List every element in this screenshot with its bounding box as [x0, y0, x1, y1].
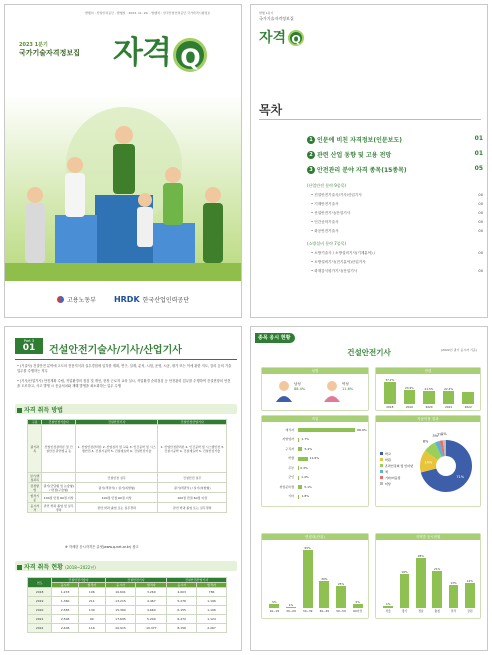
table-cell: 필기(객관식) / 실기(복합형) [75, 483, 158, 493]
bar [443, 391, 455, 404]
table-cell: 17,695 [105, 615, 136, 624]
bar [462, 392, 474, 404]
donut-box [375, 415, 481, 507]
bar-category-label: 40~49 [319, 609, 330, 613]
donut-value-label: 71% [456, 475, 465, 480]
toc-item-label: • 인간공학기술사 [311, 220, 339, 224]
donut-header: 자동이용 결과 [376, 416, 480, 422]
table-cell: 116 [78, 624, 105, 633]
table-cell: 1. 산업안전관리론 2. 산업심리 및 교육 3. 인간공학 및 시스템안전 4. 건설시공학 5. 건설재료학 6. 건설안전기술 [75, 425, 158, 473]
bar-value-label: 28% [417, 554, 424, 559]
toc-item-label: • 산업안전기사/산업기사 [311, 211, 351, 215]
workers-illustration [5, 95, 242, 283]
exam-method-table [27, 419, 227, 513]
bar-value-label: 19% [401, 570, 408, 575]
toc-group-title: (소방설비 분야 7종목) [307, 241, 347, 246]
hbar [298, 457, 308, 461]
bar-category-label: 서울 [385, 609, 391, 613]
legend-swatch [380, 482, 383, 485]
square-bullet-icon [17, 565, 22, 570]
table-cell: 10,377 [136, 624, 167, 633]
toc-main-page: 01 [474, 150, 483, 157]
table-row [28, 473, 227, 483]
trend-header: 연령 [376, 368, 480, 374]
hbar [298, 485, 302, 489]
table-cell: 2021 [28, 615, 52, 624]
toc-logo: 자격 Q [259, 27, 304, 47]
table-cell: 2022 [28, 624, 52, 633]
toc-item-label: • 소방설비기사(전기분야)산업기사 [311, 260, 366, 264]
table-cell: 8,156 [167, 624, 197, 633]
table-cell: 합격기준 [28, 493, 42, 503]
part-badge: Part 3 01 [15, 338, 43, 354]
table-cell: 건설안전 실무 [158, 473, 227, 483]
trend-box [375, 367, 481, 411]
table-cell: 1,196 [197, 597, 227, 606]
legend-swatch [380, 464, 383, 467]
legend-label: 기타/미응답 [385, 476, 401, 480]
section-title-2: 자격 취득 현황 (2018~2022년) [17, 562, 96, 571]
bar [423, 391, 435, 404]
legend-label: 미상 [385, 482, 391, 486]
toc-main-label [307, 150, 391, 159]
bar [286, 607, 296, 608]
toc-item [311, 229, 483, 234]
table-row [28, 615, 227, 624]
table-cell: 1,233 [52, 588, 79, 597]
bar-value-label: 14% [466, 579, 473, 584]
toc-item-page: 00 [478, 220, 483, 224]
hbar-label: 학생 [288, 456, 294, 460]
bar-value-label: 13% [450, 580, 457, 585]
legend-swatch [380, 476, 383, 479]
stats-page[interactable] [250, 326, 488, 651]
hbar-value: 5.1% [304, 484, 312, 489]
donut-value-label: 14% [424, 460, 433, 465]
toc-item-page: 00 [478, 229, 483, 233]
table-row [28, 597, 227, 606]
bar [384, 382, 396, 404]
table-row [28, 606, 227, 615]
table-subheader-cell: 합격자 [197, 583, 227, 588]
bar-value-label: 65% [304, 546, 311, 551]
q-logo-icon: Q [173, 38, 207, 72]
bar-value-label: 22.4% [444, 386, 454, 391]
table-cell: 2,406 [52, 624, 79, 633]
taegeuk-icon [57, 296, 64, 303]
section-title-1: 자격 취득 방법 [17, 405, 63, 414]
bar-category-label: 2021 [445, 405, 453, 409]
gender-header: 성별 [262, 368, 368, 374]
toc-main-page: 01 [474, 135, 483, 142]
table-cell: 2018 [28, 588, 52, 597]
bar-category-label: 10~19 [269, 609, 280, 613]
table-cell: 2019 [28, 597, 52, 606]
bar-category-label: 2022 [464, 405, 472, 409]
number-circle-icon: 2 [307, 151, 315, 159]
table-cell: 100점 만점 60점 이상 [42, 493, 75, 503]
table-cell: 1,106 [197, 606, 227, 615]
toc-main-label [307, 165, 407, 174]
bar [353, 604, 363, 608]
bar-category-label: 2018 [386, 405, 394, 409]
bar [319, 581, 329, 608]
table-header-cell: 구분 [28, 420, 42, 425]
bar-category-label: 30~39 [302, 609, 313, 613]
legend-label: 책 [385, 470, 388, 474]
cover-year: 2023 1분기 [19, 42, 48, 48]
table-cell: 139 [78, 606, 105, 615]
table-subheader-cell: 응시자 [167, 583, 197, 588]
table-cell: 4,467 [136, 597, 167, 606]
table-header-cell: 건설안전기사 [75, 420, 158, 425]
bar-value-label: 1% [385, 602, 391, 607]
toc-main-text: 인문에 비친 자격정보(인문보도) [317, 137, 403, 144]
toc-item [311, 211, 483, 216]
table1-note: ※ 자세한 응시자격은 큐넷(www.q-net.or.kr) 참고 [65, 545, 139, 549]
donut-chart [376, 422, 480, 506]
bar [336, 586, 346, 608]
detail-divider [15, 359, 237, 360]
toc-item [311, 220, 483, 225]
field-header: 직업 [262, 416, 368, 422]
table-cell: 2,267 [197, 624, 227, 633]
bar [383, 606, 393, 608]
table-cell: 15,360 [105, 606, 136, 615]
q-logo-icon: Q [288, 30, 304, 46]
table-cell: 3,260 [136, 588, 167, 597]
table-cell: 산업안전관리론 및 건설안전 관련법규 등 [42, 425, 75, 473]
hbar [298, 438, 299, 442]
bar-value-label: 5% [272, 599, 277, 604]
table-cell: 건설안전 실무 [75, 473, 158, 483]
cover-logo: 자격 Q [113, 27, 207, 72]
toc-divider [259, 119, 481, 120]
bar [465, 583, 475, 608]
legend-swatch [380, 458, 383, 461]
table-cell: 2020 [28, 606, 52, 615]
bar [400, 574, 410, 608]
table-cell: 100점 만점 60점 이상 [158, 493, 227, 503]
table-cell: 응시자격 [28, 503, 42, 513]
bar-category-label: 전라 [450, 609, 457, 613]
table-cell: 5,209 [136, 615, 167, 624]
donut-value-label: 3% [432, 433, 438, 438]
cover-footer [5, 281, 241, 317]
table-row [28, 483, 227, 493]
bar-category-label: 20~29 [286, 609, 296, 613]
bar-value-label: 5% [355, 599, 360, 604]
bar [449, 585, 459, 608]
hbar-label: 구직자 [285, 446, 294, 451]
cover-subtitle: 국가기술자격정보집 [19, 49, 80, 57]
hbar-value: 1.7% [301, 437, 310, 441]
table-header-cell: 연도 [28, 578, 52, 588]
bar-category-label: 경기 [401, 609, 408, 613]
toc-item [311, 202, 483, 207]
toc-item-label: • 건설안전기술사/기사/산업기사 [311, 193, 362, 197]
table-cell: 99 [78, 615, 105, 624]
bar-category-label: 강원 [467, 609, 473, 613]
toc-item-page: 00 [478, 211, 483, 215]
toc-header-sub: 국가기술자격정보집 [259, 16, 294, 21]
toc-item-label: • 기계안전기술사 [311, 202, 339, 206]
legend-swatch [380, 452, 383, 455]
table-cell: 4,660 [136, 606, 167, 615]
hbar-label: 재직자 [285, 427, 294, 432]
hbar [298, 495, 299, 499]
hbar-label: 자영업자 [282, 437, 294, 441]
toc-main-label [307, 135, 402, 144]
field-box [261, 415, 369, 507]
table-cell: 필기(객관식) / 실기(복합형) [158, 483, 227, 493]
donut-value-label: 2% [441, 432, 447, 437]
toc-item-label: • 화재감식평가기사/산업기사 [311, 269, 358, 273]
bar-value-label: 30% [321, 577, 328, 582]
hbar-value: 1.8% [301, 494, 310, 498]
table-cell: 5,276 [167, 597, 197, 606]
age-header: 연령대(단위) [262, 534, 368, 540]
bar [303, 550, 313, 608]
cover-header: 발행처 : 산업인력공단 · 발행일 : 2023. 11. 20. · 발행처 : 한국산업인력공단 국가자격시험정보 [85, 11, 211, 15]
agency-logo: HRDK 한국산업인력공단 [113, 294, 190, 304]
toc-main-text: 안전관리 분야 자격 종목(15종목) [317, 167, 407, 174]
table-cell: 실기/면접과목 [28, 473, 42, 483]
toc-item [311, 260, 483, 265]
table-cell: 10,601 [105, 588, 136, 597]
bar [432, 571, 442, 608]
square-bullet-icon [17, 408, 22, 413]
table-row [28, 425, 227, 473]
gender-icons [262, 374, 368, 410]
legend-swatch [380, 470, 383, 473]
table-cell: 6,472 [167, 615, 197, 624]
number-circle-icon: 1 [307, 136, 315, 144]
table-cell: 100점 만점 60점 이상 [75, 493, 158, 503]
bar-category-label: 충청 [434, 609, 440, 613]
hbar [298, 428, 355, 432]
male-label: 남성 88.4% [294, 382, 306, 391]
table-cell: 211 [78, 597, 105, 606]
number-circle-icon: 3 [307, 166, 315, 174]
toc-item [311, 251, 483, 256]
detail-page[interactable] [4, 326, 242, 651]
table-cell: 2,506 [52, 615, 79, 624]
table-header-cell: 건설안전산업기사 [158, 420, 227, 425]
table-header-cell: 건설안전산업기사 [167, 578, 227, 583]
bar-value-label: 21.5% [424, 387, 434, 392]
detail-para-2: • (기사/산업기사) 안전계획 수립, 작업환경의 점검 및 개선, 현장 근로자 교육 실시, 작업환경 순회점검 등 안전관리 업무를 수행하여 건설현장의 안전을 도모하고, 사고 발생 시 응급처치와 재해 발생을 최소화하는 업무 수행 [17, 379, 231, 388]
donut-value-label: 8% [422, 439, 429, 444]
toc-main-text: 관련 산업 동향 및 고용 전망 [317, 152, 392, 159]
table-row [28, 588, 227, 597]
table-cell: 1. 산업안전관리론 2. 인간공학 및 시스템안전 3. 건설시공학 4. 건설재료학 5. 건설안전기술 [158, 425, 227, 473]
toc-item-page: 00 [478, 251, 483, 255]
bar-category-label: 2019 [405, 405, 413, 409]
bar-value-label: 23.9% [404, 385, 414, 390]
detail-para-1: • (기술사) 건설안전 분야에 고도의 전문지식과 실무경험에 입각한 계획, 연구, 설계, 분석, 시험, 운영, 시공, 평가 또는 이에 관한 지도, 감리 등의 기술 업무를 수행하는 직무 [17, 364, 232, 373]
bar [404, 390, 416, 404]
detail-title: 건설안전기술사/기사/산업기사 [49, 345, 182, 356]
table-row [28, 493, 227, 503]
acquisition-table [27, 577, 227, 633]
region-header: 지역별 응시현황 [376, 534, 480, 540]
table-cell: 1,124 [197, 615, 227, 624]
table-cell: 786 [197, 588, 227, 597]
hbar [298, 447, 302, 451]
table-cell: 필기(단답형 및 논술형) / 면접(구술형) [43, 483, 74, 492]
toc-group-title: (산업안전 분야 9종목) [307, 183, 347, 188]
table-header-cell: 건설안전기술사 [52, 578, 105, 583]
bar-category-label: 경남 [418, 609, 424, 613]
bar-value-label: 25% [337, 581, 345, 586]
toc-title: 목차 [259, 103, 283, 117]
donut-value-label: 2% [437, 432, 443, 437]
legend-label: 학원 [385, 458, 391, 462]
table-cell: 검정방법 [28, 483, 42, 493]
table-subheader-cell: 응시자 [105, 583, 136, 588]
hbar-label: 군인 [288, 475, 294, 479]
toc-item-page: 00 [478, 269, 483, 273]
bar-value-label: 1% [288, 603, 294, 608]
bar-category-label: 60이상 [353, 609, 363, 613]
cover-illustration [5, 95, 241, 283]
hbar-label: 취업준비생 [279, 484, 294, 489]
toc-main-item [307, 150, 483, 159]
cover-page[interactable] [4, 4, 242, 318]
hbar-value: 68.9% [357, 427, 367, 432]
table-row [28, 503, 227, 513]
toc-item-page: 00 [478, 193, 483, 197]
table-subheader-cell: 합격자 [136, 583, 167, 588]
table-header-cell: 건설안전기사 [105, 578, 167, 583]
toc-item [311, 269, 483, 274]
hbar-value: 1.4% [301, 475, 309, 479]
toc-item-label: • 화공안전기술사 [311, 229, 339, 233]
table-cell: 6,155 [167, 606, 197, 615]
table-cell: 관련 학과 졸업 또는 실무경력 [75, 503, 158, 513]
bar-category-label: 2020 [425, 405, 433, 409]
hbar-value: 0.3% [300, 465, 308, 470]
stats-title: 건설안전기사 [347, 348, 391, 357]
stats-tag: 종목 응시 현황 [255, 333, 295, 343]
table-cell: 106 [78, 588, 105, 597]
age-box [261, 533, 369, 619]
legend-label: 온라인강의 및 인터넷 [385, 464, 413, 468]
hbar-label: 주부 [288, 465, 294, 470]
female-label: 여성 11.6% [342, 382, 354, 391]
gender-box [261, 367, 369, 411]
table-cell: 4,003 [167, 588, 197, 597]
bar-value-label: 37.2% [385, 377, 395, 382]
bar-category-label: 50~59 [336, 609, 346, 613]
table-cell: 관련 학과 졸업 및 실무경력 [43, 503, 74, 512]
hbar-label: 기타 [288, 494, 294, 498]
table-subheader-cell: 합격자 [78, 583, 105, 588]
toc-page[interactable] [250, 4, 488, 318]
hbar-value: 11.6% [309, 456, 320, 460]
region-box [375, 533, 481, 619]
donut-hole [436, 456, 456, 476]
bar-value-label: 21% [434, 566, 441, 571]
stats-note: (2022년 필기 응시자 기준) [440, 348, 477, 352]
table-cell: 1,360 [52, 597, 79, 606]
toc-item-page: 00 [478, 202, 483, 206]
table-subheader-cell: 응시자 [52, 583, 79, 588]
toc-item-label: • 소방기술사 / 소방설비기사(기계분야) / [311, 251, 375, 255]
table-cell: 20,915 [105, 624, 136, 633]
bar [269, 604, 279, 608]
table-cell [42, 473, 75, 483]
ministry-logo: 고용노동부 [57, 295, 96, 304]
table-cell: 필기과목 [28, 425, 42, 473]
toc-main-item [307, 135, 483, 144]
hbar-value: 5.4% [304, 446, 313, 451]
hbar [298, 476, 299, 480]
toc-item [311, 193, 483, 198]
table-header-cell: 건설안전기술사 [42, 420, 75, 425]
bar [416, 558, 426, 608]
table-cell: 13,215 [105, 597, 136, 606]
toc-header: 발행 1분기 [259, 11, 274, 15]
toc-main-item [307, 165, 483, 174]
table-row [28, 624, 227, 633]
toc-main-page: 05 [474, 165, 483, 172]
table-cell: 2,565 [52, 606, 79, 615]
table-cell: 관련 학과 졸업 또는 실무경력 [158, 503, 227, 513]
legend-label: 학교 [385, 452, 391, 456]
